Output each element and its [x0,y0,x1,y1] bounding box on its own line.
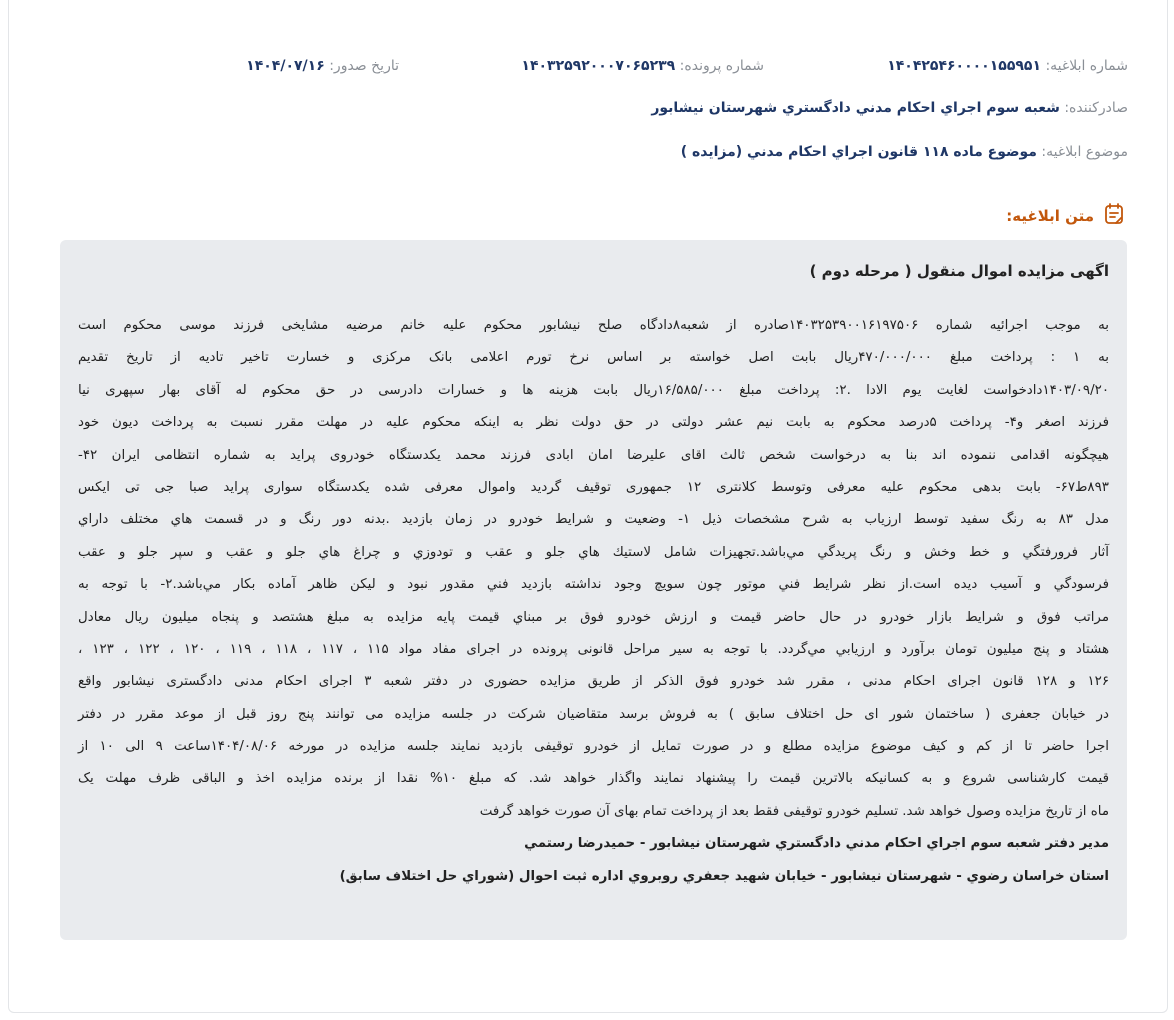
issue-date-label: تاریخ صدور: [329,58,399,74]
notice-line: هیچگونه اقدامی ننموده اند بنا به درخواست شخص ثالث اقای علیرضا امان ابادی فرزند محمد یکدستگاه خودروی پراید به شماره انتظامی ایران ۴۲- [78,447,1109,463]
section-heading [1006,202,1126,230]
case-number-value: ۱۴۰۳۲۵۹۲۰۰۰۷۰۶۵۲۳۹ [521,58,676,74]
notice-line: ۸۹۳ط۶۷- بابت بدهی محکوم علیه معرفی وتوسط کلانتری ۱۲ جمهوری توقیف گردید واموال معرفی شده یکدستگاه سواری پراید صبا جی تی ایکس [78,479,1109,495]
notice-line: ۱۲۶ و ۱۲۸ قانون اجرای احکام مدنی ، مقرر شد خودرو فوق الذکر از طریق مزایده حضوری در دفتر شعبه ۳ اجرای احکام مدنی دادگستری نیشابور واقع [78,674,1110,690]
issuer-value: شعبه سوم اجراي احكام مدني دادگستري شهرستان نيشابور [651,100,1060,116]
subject [681,144,1128,160]
notice-line: هشتاد و پنج ميليون تومان برآورد و ارزيابي مي‌گردد. با توجه به سير مراحل قانونی پرونده در اجرای مفاد مواد ۱۱۵ ، ۱۱۷ ، ۱۱۸ ، ۱۱۹ ، ۱۲۰ ، ۱۲۲ ، ۱۲۳ ، [78,641,1110,657]
notice-line: به ۱ : پرداخت مبلغ ۴۷۰/۰۰۰/۰۰۰ریال بابت اصل خواسته بر اساس نرخ تورم اعلامی بانک مرکزی و خسارت تاخیر تادیه از تاریخ تقدیم [78,350,1110,366]
notice-line: در خیابان جعفری ( ساختمان شور ای حل اختلاف سابق ) به فروش برسد متقاضیان شرکت در جلسه مزایده می توانند پنج روز قبل از موعد مقرر در دفتر [78,706,1109,722]
subject-value: موضوع ماده ۱۱۸ قانون اجراي احكام مدني (مزايده ) [680,144,1037,160]
notice-number-value: ۱۴۰۴۲۵۴۶۰۰۰۰۱۵۵۹۵۱ [887,58,1041,74]
notice-text [78,310,1109,893]
notice-line: ماه از تاریخ مزایده وصول خواهد شد. تسلیم خودرو توقیفی فقط بعد از پرداخت تمام بهای آن صورت خواهد گرفت [479,803,1109,819]
section-title: متن ابلاغیه: [1006,207,1094,225]
notice-line: قیمت کارشناسی شروع و به کسانیکه بالاترین قیمت را پیشنهاد نمایند واگذار خواهد شد. که مبلغ ۱۰% نقدا از برنده مزایده اخذ و الباقی ظرف مهلت یک [78,771,1109,787]
notice-address: استان خراسان رضوي - شهرستان نيشابور - خيابان شهيد جعفري روبروي اداره ثبت احوال (شوراي حل اختلاف سابق) [339,868,1109,884]
notice-line: فرسودگي و آسيب ديده است.از نظر شرايط فني موتور چون سويچ وجود نداشته بازديد فني مقدور نبود و ليكن ظاهر آماده بكار مي‌باشد.۲- با توجه به [78,577,1109,593]
issue-date-value: ۱۴۰۴/۰۷/۱۶ [246,58,325,74]
notice-line: آثار فرورفتگي و خط وخش و رنگ پريدگي مي‌باشد.تجهيزات شامل لاستيك هاي جلو و عقب و تودوزي و چراغ هاي جلو و عقب و سپر جلو و عقب [78,544,1109,560]
document-icon [1102,202,1126,230]
issuer-label: صادرکننده: [1064,100,1128,116]
case-number [521,58,764,74]
issue-date [246,58,399,74]
notice-body [60,240,1127,940]
issuer [651,100,1128,116]
notice-line: اجرا حاضر تا از کم و کیف موضوع مزایده مطلع و در صورت تمایل از خودرو توقیفی بازدید نمایند جلسه مزایده در مورخه ۱۴۰۴/۰۸/۰۶ساعت ۹ الی ۱۰ از [78,739,1109,755]
subject-label: موضوع ابلاغیه: [1041,144,1128,160]
notice-title: اگهی مزایده اموال منقول ( مرحله دوم ) [809,262,1109,280]
notice-line: فرزند اصغر و۴- پرداخت ۵درصد محکوم به بابت نیم عشر دولتی در حق دولت نظر به اینکه محکوم علیه در مهلت مقرر نسبت به پرداخت دیون خود [78,415,1109,431]
notice-line: مدل ۸۳ به رنگ سفید توسط ارزیاب به شرح مشخصات ذیل ۱- وضعیت و شرایط خودرو در زمان بازدید .بدنه دور رنگ و در قسمت هاي مختلف داراي [78,512,1109,528]
notice-number [887,58,1128,74]
notice-number-label: شماره ابلاغیه: [1045,58,1128,74]
notice-line: ۱۴۰۳/۰۹/۲۰دادخواست لغایت یوم الادا .۲: پرداخت مبلغ ۱۶/۵۸۵/۰۰۰ریال بابت هزینه ها و خسارات دادرسی در حق محکوم له آقای بهار سپهری نیا [78,382,1110,398]
notice-line: به موجب اجرائیه شماره ۱۴۰۳۲۵۳۹۰۰۱۶۱۹۷۵۰۶صادره از شعبه۸دادگاه صلح نیشابور محکوم علیه خانم مرضیه مشایخی فرزند موسی محکوم است [78,318,1109,333]
notice-line: مراتب فوق و شرايط بازار خودرو در حال حاضر قيمت و ارزش خودرو فوق بر مبناي قيمت پايه مزايده به مبلغ هشتصد و پنجاه ميليون ريال معادل [78,609,1109,625]
notice-signature: مدير دفتر شعبه سوم اجراي احكام مدني دادگستري شهرستان نيشابور - حميدرضا رستمي [524,836,1109,852]
case-number-label: شماره پرونده: [679,58,764,74]
